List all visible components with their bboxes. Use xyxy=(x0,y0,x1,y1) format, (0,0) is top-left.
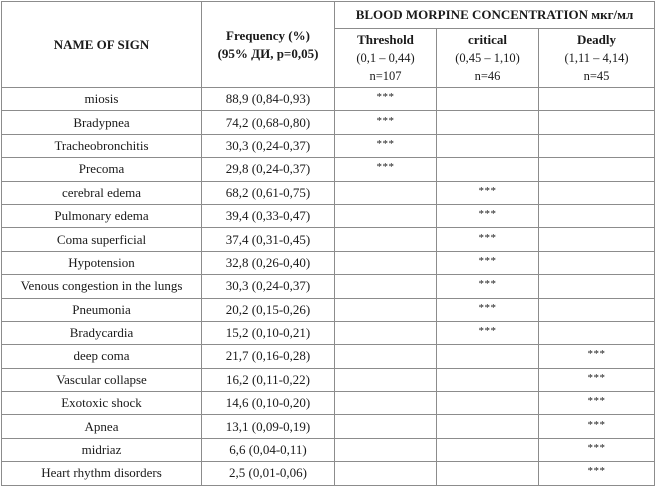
significance-marker: *** xyxy=(376,161,395,174)
concentration-marker-cell xyxy=(437,228,539,251)
concentration-marker-cell xyxy=(437,415,539,438)
group-header-deadly xyxy=(539,29,655,88)
concentration-marker-cell xyxy=(437,204,539,227)
frequency-header-line2: (95% ДИ, р=0,05) xyxy=(217,45,319,61)
significance-marker: *** xyxy=(478,278,497,291)
sign-name-cell: Coma superficial xyxy=(2,228,202,251)
sign-name-cell: Pneumonia xyxy=(2,298,202,321)
concentration-marker-cell xyxy=(437,438,539,461)
concentration-marker-cell xyxy=(437,462,539,485)
frequency-cell: 21,7 (0,16-0,28) xyxy=(202,345,335,368)
sign-name-cell: Hypotension xyxy=(2,251,202,274)
concentration-marker-cell xyxy=(539,228,655,251)
concentration-marker-cell xyxy=(437,251,539,274)
significance-marker: *** xyxy=(587,465,606,478)
significance-marker: *** xyxy=(587,348,606,361)
frequency-cell: 15,2 (0,10-0,21) xyxy=(202,321,335,344)
significance-marker: *** xyxy=(478,208,497,221)
group-n: n=45 xyxy=(583,69,610,83)
frequency-cell: 2,5 (0,01-0,06) xyxy=(202,462,335,485)
significance-marker: *** xyxy=(587,395,606,408)
group-name: critical xyxy=(468,32,507,47)
concentration-marker-cell xyxy=(539,462,655,485)
frequency-cell: 39,4 (0,33-0,47) xyxy=(202,204,335,227)
concentration-marker-cell xyxy=(539,134,655,157)
group-header-threshold xyxy=(335,29,437,88)
frequency-header xyxy=(202,2,335,88)
table-row xyxy=(2,228,655,251)
frequency-cell: 88,9 (0,84-0,93) xyxy=(202,88,335,111)
significance-marker: *** xyxy=(376,114,395,127)
concentration-marker-cell xyxy=(539,204,655,227)
concentration-marker-cell xyxy=(335,392,437,415)
concentration-marker-cell xyxy=(437,298,539,321)
concentration-marker-cell xyxy=(335,415,437,438)
concentration-marker-cell xyxy=(437,88,539,111)
sign-name-cell: Vascular collapse xyxy=(2,368,202,391)
group-n: n=107 xyxy=(369,69,402,83)
table-row xyxy=(2,111,655,134)
frequency-cell: 20,2 (0,15-0,26) xyxy=(202,298,335,321)
frequency-cell: 30,3 (0,24-0,37) xyxy=(202,275,335,298)
header-row-1 xyxy=(2,2,655,29)
sign-name-cell: cerebral edema xyxy=(2,181,202,204)
concentration-marker-cell xyxy=(437,392,539,415)
concentration-marker-cell xyxy=(539,345,655,368)
significance-marker: *** xyxy=(587,418,606,431)
significance-marker: *** xyxy=(587,442,606,455)
concentration-marker-cell xyxy=(437,345,539,368)
concentration-marker-cell xyxy=(539,415,655,438)
frequency-cell: 32,8 (0,26-0,40) xyxy=(202,251,335,274)
table-row xyxy=(2,345,655,368)
significance-marker: *** xyxy=(587,371,606,384)
significance-marker: *** xyxy=(478,254,497,267)
concentration-marker-cell xyxy=(335,345,437,368)
table-row xyxy=(2,275,655,298)
group-range: (0,1 – 0,44) xyxy=(356,51,415,65)
sign-name-cell: Heart rhythm disorders xyxy=(2,462,202,485)
group-n: n=46 xyxy=(474,69,501,83)
table-row xyxy=(2,298,655,321)
frequency-cell: 16,2 (0,11-0,22) xyxy=(202,368,335,391)
sign-name-cell: Bradypnea xyxy=(2,111,202,134)
concentration-marker-cell xyxy=(539,88,655,111)
concentration-marker-cell xyxy=(437,111,539,134)
sign-name-cell: Exotoxic shock xyxy=(2,392,202,415)
sign-name-cell: Precoma xyxy=(2,158,202,181)
sign-name-cell: Bradycardia xyxy=(2,321,202,344)
concentration-marker-cell xyxy=(335,251,437,274)
concentration-marker-cell xyxy=(335,298,437,321)
table-row xyxy=(2,158,655,181)
significance-marker: *** xyxy=(478,325,497,338)
table-row xyxy=(2,438,655,461)
sign-name-cell: miosis xyxy=(2,88,202,111)
group-header-critical xyxy=(437,29,539,88)
concentration-marker-cell xyxy=(437,134,539,157)
sign-name-cell: Apnea xyxy=(2,415,202,438)
table-row xyxy=(2,368,655,391)
concentration-marker-cell xyxy=(539,251,655,274)
table-row xyxy=(2,392,655,415)
concentration-marker-cell xyxy=(335,368,437,391)
frequency-cell: 13,1 (0,09-0,19) xyxy=(202,415,335,438)
frequency-cell: 74,2 (0,68-0,80) xyxy=(202,111,335,134)
table-row xyxy=(2,181,655,204)
concentration-marker-cell xyxy=(539,368,655,391)
table-row xyxy=(2,251,655,274)
name-of-sign-header: NAME OF SIGN xyxy=(2,2,202,88)
table-row xyxy=(2,204,655,227)
significance-marker: *** xyxy=(478,231,497,244)
table-row xyxy=(2,88,655,111)
concentration-marker-cell xyxy=(539,275,655,298)
concentration-marker-cell xyxy=(539,392,655,415)
concentration-marker-cell xyxy=(335,134,437,157)
table-body xyxy=(2,88,655,486)
concentration-marker-cell xyxy=(437,158,539,181)
significance-marker: *** xyxy=(376,91,395,104)
concentration-marker-cell xyxy=(335,462,437,485)
significance-marker: *** xyxy=(478,184,497,197)
significance-marker: *** xyxy=(478,301,497,314)
concentration-marker-cell xyxy=(539,181,655,204)
frequency-header-line1: Frequency (%) xyxy=(226,27,310,43)
sign-name-cell: deep coma xyxy=(2,345,202,368)
frequency-cell: 29,8 (0,24-0,37) xyxy=(202,158,335,181)
concentration-marker-cell xyxy=(539,321,655,344)
concentration-marker-cell xyxy=(539,158,655,181)
concentration-marker-cell xyxy=(437,181,539,204)
table-row xyxy=(2,462,655,485)
table-row xyxy=(2,134,655,157)
concentration-marker-cell xyxy=(539,111,655,134)
sign-name-cell: Tracheobronchitis xyxy=(2,134,202,157)
table-row xyxy=(2,321,655,344)
group-range: (1,11 – 4,14) xyxy=(564,51,629,65)
concentration-marker-cell xyxy=(335,204,437,227)
concentration-marker-cell xyxy=(437,321,539,344)
concentration-marker-cell xyxy=(335,275,437,298)
sign-name-cell: midriaz xyxy=(2,438,202,461)
sign-name-cell: Venous congestion in the lungs xyxy=(2,275,202,298)
concentration-marker-cell xyxy=(335,158,437,181)
frequency-cell: 37,4 (0,31-0,45) xyxy=(202,228,335,251)
morphine-signs-table xyxy=(1,1,655,486)
concentration-marker-cell xyxy=(335,88,437,111)
concentration-marker-cell xyxy=(335,111,437,134)
frequency-cell: 30,3 (0,24-0,37) xyxy=(202,134,335,157)
blood-concentration-header: BLOOD MORPINE CONCENTRATION мкг/мл xyxy=(335,2,655,29)
group-name: Deadly xyxy=(577,32,616,47)
table-row xyxy=(2,415,655,438)
concentration-marker-cell xyxy=(335,181,437,204)
concentration-marker-cell xyxy=(437,368,539,391)
frequency-cell: 68,2 (0,61-0,75) xyxy=(202,181,335,204)
concentration-marker-cell xyxy=(437,275,539,298)
frequency-cell: 6,6 (0,04-0,11) xyxy=(202,438,335,461)
concentration-marker-cell xyxy=(335,228,437,251)
sign-name-cell: Pulmonary edema xyxy=(2,204,202,227)
significance-marker: *** xyxy=(376,137,395,150)
group-range: (0,45 – 1,10) xyxy=(455,51,520,65)
concentration-marker-cell xyxy=(335,321,437,344)
concentration-marker-cell xyxy=(335,438,437,461)
concentration-marker-cell xyxy=(539,438,655,461)
frequency-cell: 14,6 (0,10-0,20) xyxy=(202,392,335,415)
concentration-marker-cell xyxy=(539,298,655,321)
group-name: Threshold xyxy=(357,32,414,47)
